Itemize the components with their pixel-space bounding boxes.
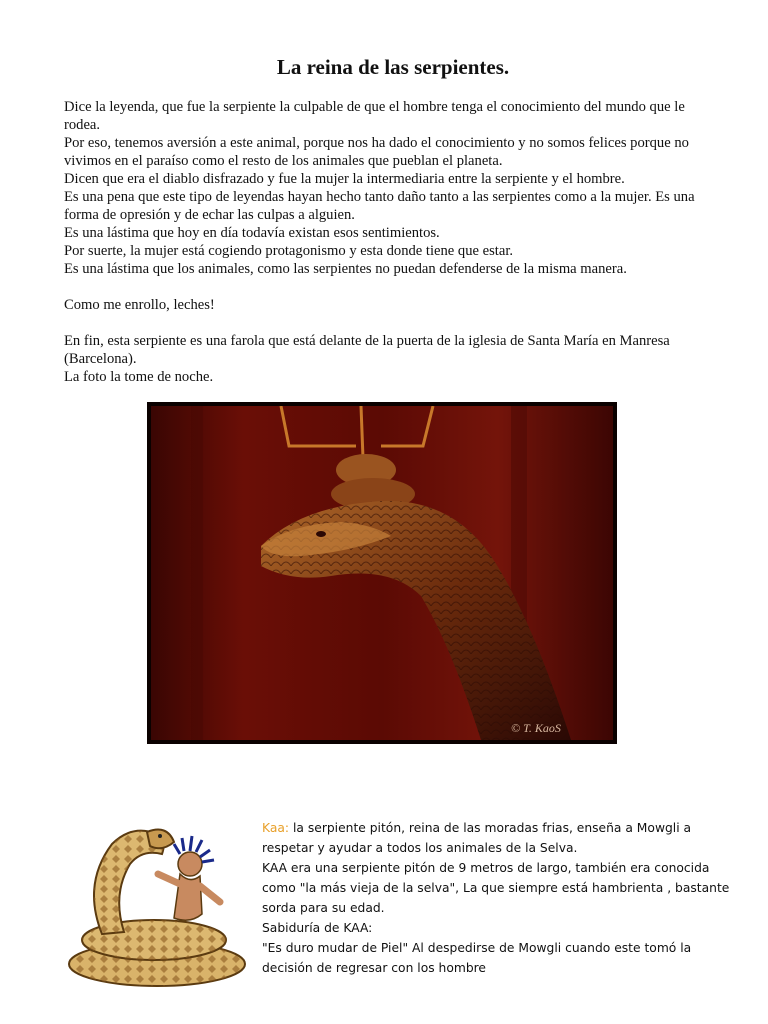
kaa-cartoon-illustration bbox=[62, 814, 252, 989]
paragraph: Dicen que era el diablo disfrazado y fue la mujer la intermediaria entre la serpiente y el hombre. bbox=[64, 171, 625, 187]
paragraph: Es una lástima que los animales, como las serpientes no puedan defenderse de la misma manera. bbox=[64, 261, 627, 277]
kaa-description bbox=[262, 818, 732, 978]
paragraph: Es una pena que este tipo de leyendas hayan hecho tanto daño tanto a las serpientes como a la mujer. Es una forma de opresión y de echar las culpas a alguien. bbox=[64, 189, 695, 223]
page-title: La reina de las serpientes. bbox=[276, 55, 510, 79]
paragraph: En fin, esta serpiente es una farola que está delante de la puerta de la iglesia de Santa María en Manresa (Barcelona). bbox=[64, 333, 670, 367]
paragraph: Por eso, tenemos aversión a este animal, porque nos ha dado el conocimiento y no somos felices porque no vivimos en el paraíso como el resto de los animales que pueblan el planeta. bbox=[64, 135, 689, 169]
kaa-facts: KAA era una serpiente pitón de 9 metros de largo, también era conocida como "la más vieja de la selva", La que siempre está hambrienta , bastante sorda para su edad. bbox=[262, 861, 730, 915]
kaa-name-label: Kaa: bbox=[262, 821, 290, 835]
kaa-wisdom-heading: Sabiduría de KAA: bbox=[262, 921, 373, 935]
photo-watermark: © T. KaoS bbox=[511, 721, 561, 735]
paragraph: Por suerte, la mujer está cogiendo protagonismo y esta donde tiene que estar. bbox=[64, 243, 514, 259]
kaa-intro bbox=[262, 818, 732, 858]
article-body bbox=[64, 98, 724, 386]
serpent-lamp-photo bbox=[147, 402, 617, 744]
paragraph: La foto la tome de noche. bbox=[64, 369, 214, 385]
paragraph: Dice la leyenda, que fue la serpiente la culpable de que el hombre tenga el conocimiento del mundo que le rodea. bbox=[64, 99, 685, 133]
kaa-intro-text: la serpiente pitón, reina de las moradas frias, enseña a Mowgli a respetar y ayudar a todos los animales de la Selva. bbox=[262, 821, 692, 855]
paragraph: Como me enrollo, leches! bbox=[64, 297, 215, 313]
kaa-quote: "Es duro mudar de Piel" Al despedirse de Mowgli cuando este tomó la decisión de regresar con los hombre bbox=[262, 941, 692, 975]
paragraph: Es una lástima que hoy en día todavía existan esos sentimientos. bbox=[64, 225, 440, 241]
